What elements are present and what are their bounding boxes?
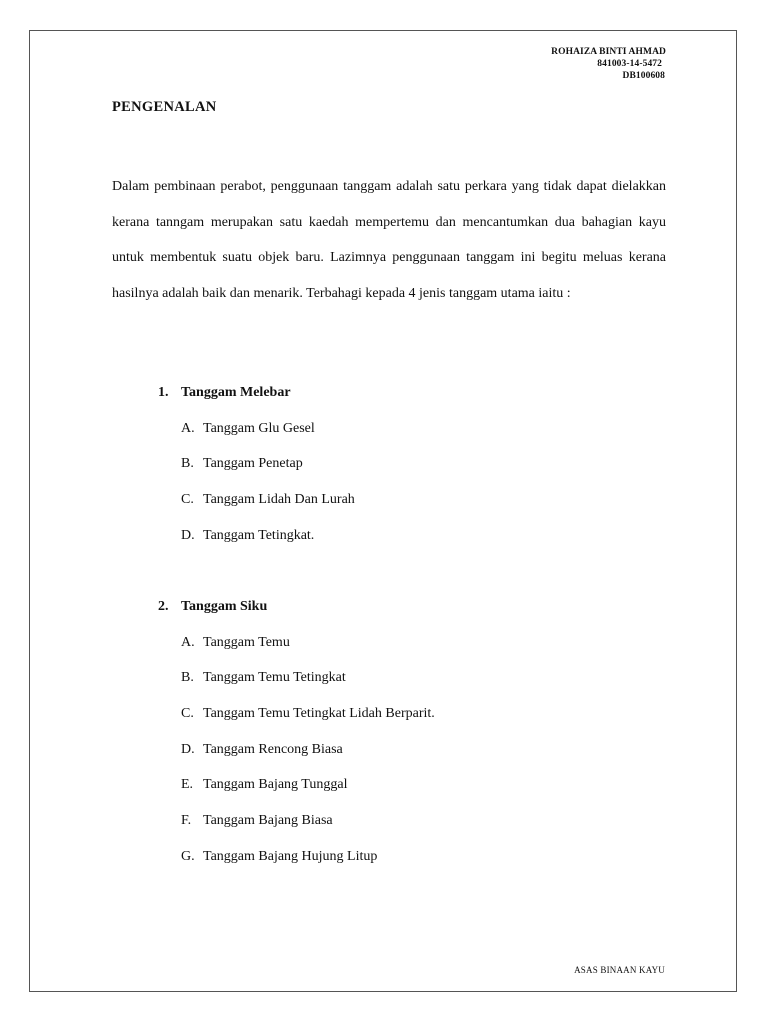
page-title: PENGENALAN [112, 99, 217, 115]
intro-paragraph: Dalam pembinaan perabot, penggunaan tanggam adalah satu perkara yang tidak dapat dielakkan kerana tanngam merupakan satu kaedah mempertemu dan mencantumkan dua bahagian kayu untuk membentuk suatu objek baru. Lazimnya penggunaan tanggam ini begitu meluas kerana hasilnya adalah baik dan menarik. Terbahagi kepada 4 jenis tanggam utama iaitu : [112, 179, 666, 301]
item-text: Tanggam Rencong Biasa [203, 741, 343, 757]
item-letter: D. [181, 741, 195, 757]
item-letter: A. [181, 634, 195, 650]
section-number: 2. [158, 599, 169, 614]
section-title [158, 598, 435, 616]
item-letter: D. [181, 527, 195, 543]
section-title-text: Tanggam Siku [181, 599, 268, 614]
section-title [158, 384, 355, 402]
list-item [181, 848, 435, 866]
list-item [181, 420, 355, 438]
item-letter: B. [181, 456, 194, 472]
item-letter: E. [181, 777, 194, 793]
item-text: Tanggam Temu [203, 634, 290, 650]
item-text: Tanggam Bajang Tunggal [203, 777, 348, 793]
list-item [181, 812, 435, 830]
list-item [181, 491, 355, 509]
item-list [181, 420, 355, 545]
item-text: Tanggam Temu Tetingkat [203, 670, 346, 686]
section-tanggam-melebar [158, 384, 355, 545]
item-letter: G. [181, 848, 195, 864]
item-text: Tanggam Tetingkat. [203, 527, 315, 543]
list-item [181, 455, 355, 473]
item-letter: B. [181, 670, 194, 686]
section-tanggam-siku [158, 598, 435, 866]
list-item [181, 634, 435, 652]
list-item [181, 776, 435, 794]
list-item [181, 527, 355, 545]
item-text: Tanggam Bajang Biasa [203, 813, 333, 829]
page-footer: ASAS BINAAN KAYU [574, 965, 665, 975]
item-letter: F. [181, 813, 192, 829]
list-item [181, 741, 435, 759]
item-list [181, 634, 435, 866]
author-id: 841003-14-5472 [597, 59, 662, 69]
section-number: 1. [158, 385, 169, 400]
author-code: DB100608 [622, 71, 665, 81]
section-title-text: Tanggam Melebar [181, 385, 291, 400]
item-letter: C. [181, 706, 194, 722]
list-item [181, 705, 435, 723]
item-text: Tanggam Lidah Dan Lurah [203, 492, 355, 508]
author-block [551, 46, 666, 82]
item-letter: C. [181, 492, 194, 508]
item-text: Tanggam Glu Gesel [203, 420, 315, 436]
author-name: ROHAIZA BINTI AHMAD [551, 47, 666, 57]
list-item [181, 669, 435, 687]
item-text: Tanggam Temu Tetingkat Lidah Berparit. [203, 706, 435, 722]
item-text: Tanggam Bajang Hujung Litup [203, 848, 378, 864]
item-text: Tanggam Penetap [203, 456, 303, 472]
item-letter: A. [181, 420, 195, 436]
